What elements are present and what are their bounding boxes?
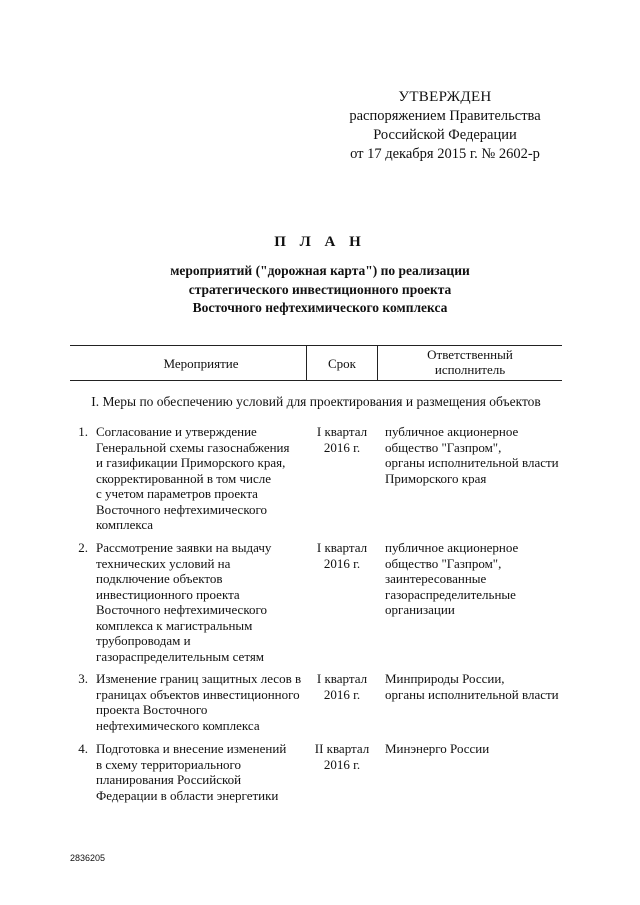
header-term: Срок [328,356,356,371]
plan-subtitle-line: Восточного нефтехимического комплекса [192,300,448,315]
approval-date-number: от 17 декабря 2015 г. № 2602-р [350,146,540,162]
approval-line: Российской Федерации [373,127,517,143]
responsible-line: Приморского края [385,470,487,486]
table-top-rule [70,345,562,346]
responsible-line: общество "Газпром", [385,439,502,455]
responsible-line: Минприроды России, [385,671,505,686]
event-line: и газификации Приморского края, [96,455,286,470]
event-line: нефтехимического комплекса [96,717,260,733]
row-responsible [385,741,560,757]
event-line: Согласование и утверждение [96,424,257,439]
header-responsible-line: исполнитель [434,362,506,377]
row-event [96,424,306,533]
header-responsible-line: Ответственный [427,347,513,362]
row-number: 3. [78,671,88,686]
header-responsible [378,347,562,377]
row-responsible [385,540,560,618]
document-code: 2836205 [70,853,106,863]
row-term [306,540,378,571]
row-term [306,424,378,455]
event-line: подключение объектов [96,571,223,586]
responsible-line: общество "Газпром", [385,555,502,571]
event-line: Изменение границ защитных лесов в [96,671,302,686]
term-line: 2016 г. [323,756,361,772]
header-event: Мероприятие [163,356,239,371]
plan-title: П Л А Н [274,234,366,250]
responsible-line: организации [385,602,455,617]
approval-line: распоряжением Правительства [349,108,541,124]
plan-subtitle-line: мероприятий ("дорожная карта") по реализации [170,263,470,278]
row-number: 1. [78,424,88,439]
row-event [96,741,306,803]
term-line: I квартал [316,424,368,439]
responsible-line: Минэнерго России [385,741,490,756]
event-line: планирования Российской [96,772,242,787]
event-line: комплекса к магистральным [96,617,253,633]
row-responsible [385,424,560,486]
row-event [96,540,306,664]
approval-block [330,88,560,164]
event-line: газораспределительным сетям [96,648,265,664]
row-term [306,671,378,702]
term-line: I квартал [316,540,368,555]
event-line: трубопроводам и [96,633,191,648]
responsible-line: органы исполнительной власти [385,686,559,702]
term-line: 2016 г. [323,686,361,702]
event-line: Федерации в области энергетики [96,787,279,803]
event-line: Подготовка и внесение изменений [96,741,287,756]
event-line: технических условий на [96,555,231,571]
event-line: комплекса [96,517,154,532]
event-line: Рассмотрение заявки на выдачу [96,540,272,555]
event-line: Генеральной схемы газоснабжения [96,439,290,455]
row-number: 4. [78,741,88,756]
responsible-line: заинтересованные [385,571,487,586]
responsible-line: публичное акционерное [385,540,519,555]
term-line: 2016 г. [323,555,361,571]
row-responsible [385,671,560,702]
row-number: 2. [78,540,88,555]
term-line: I квартал [316,671,368,686]
responsible-line: публичное акционерное [385,424,519,439]
row-term [306,741,378,772]
plan-subtitle [0,262,640,318]
term-line: 2016 г. [323,439,361,455]
section-heading: I. Меры по обеспечению условий для проектирования и размещения объектов [91,394,541,409]
event-line: Восточного нефтехимического [96,602,267,617]
event-line: в схему территориального [96,756,242,772]
term-line: II квартал [314,741,370,756]
responsible-line: газораспределительные [385,586,516,602]
row-event [96,671,306,733]
event-line: проекта Восточного [96,702,208,717]
table-header-rule [70,380,562,381]
event-line: инвестиционного проекта [96,586,240,602]
responsible-line: органы исполнительной власти [385,455,559,470]
approval-heading: УТВЕРЖДЕН [398,89,492,105]
plan-subtitle-line: стратегического инвестиционного проекта [188,281,452,297]
event-line: скорректированной в том числе [96,470,271,486]
event-line: границах объектов инвестиционного [96,686,300,702]
event-line: с учетом параметров проекта [96,486,258,501]
event-line: Восточного нефтехимического [96,501,267,517]
